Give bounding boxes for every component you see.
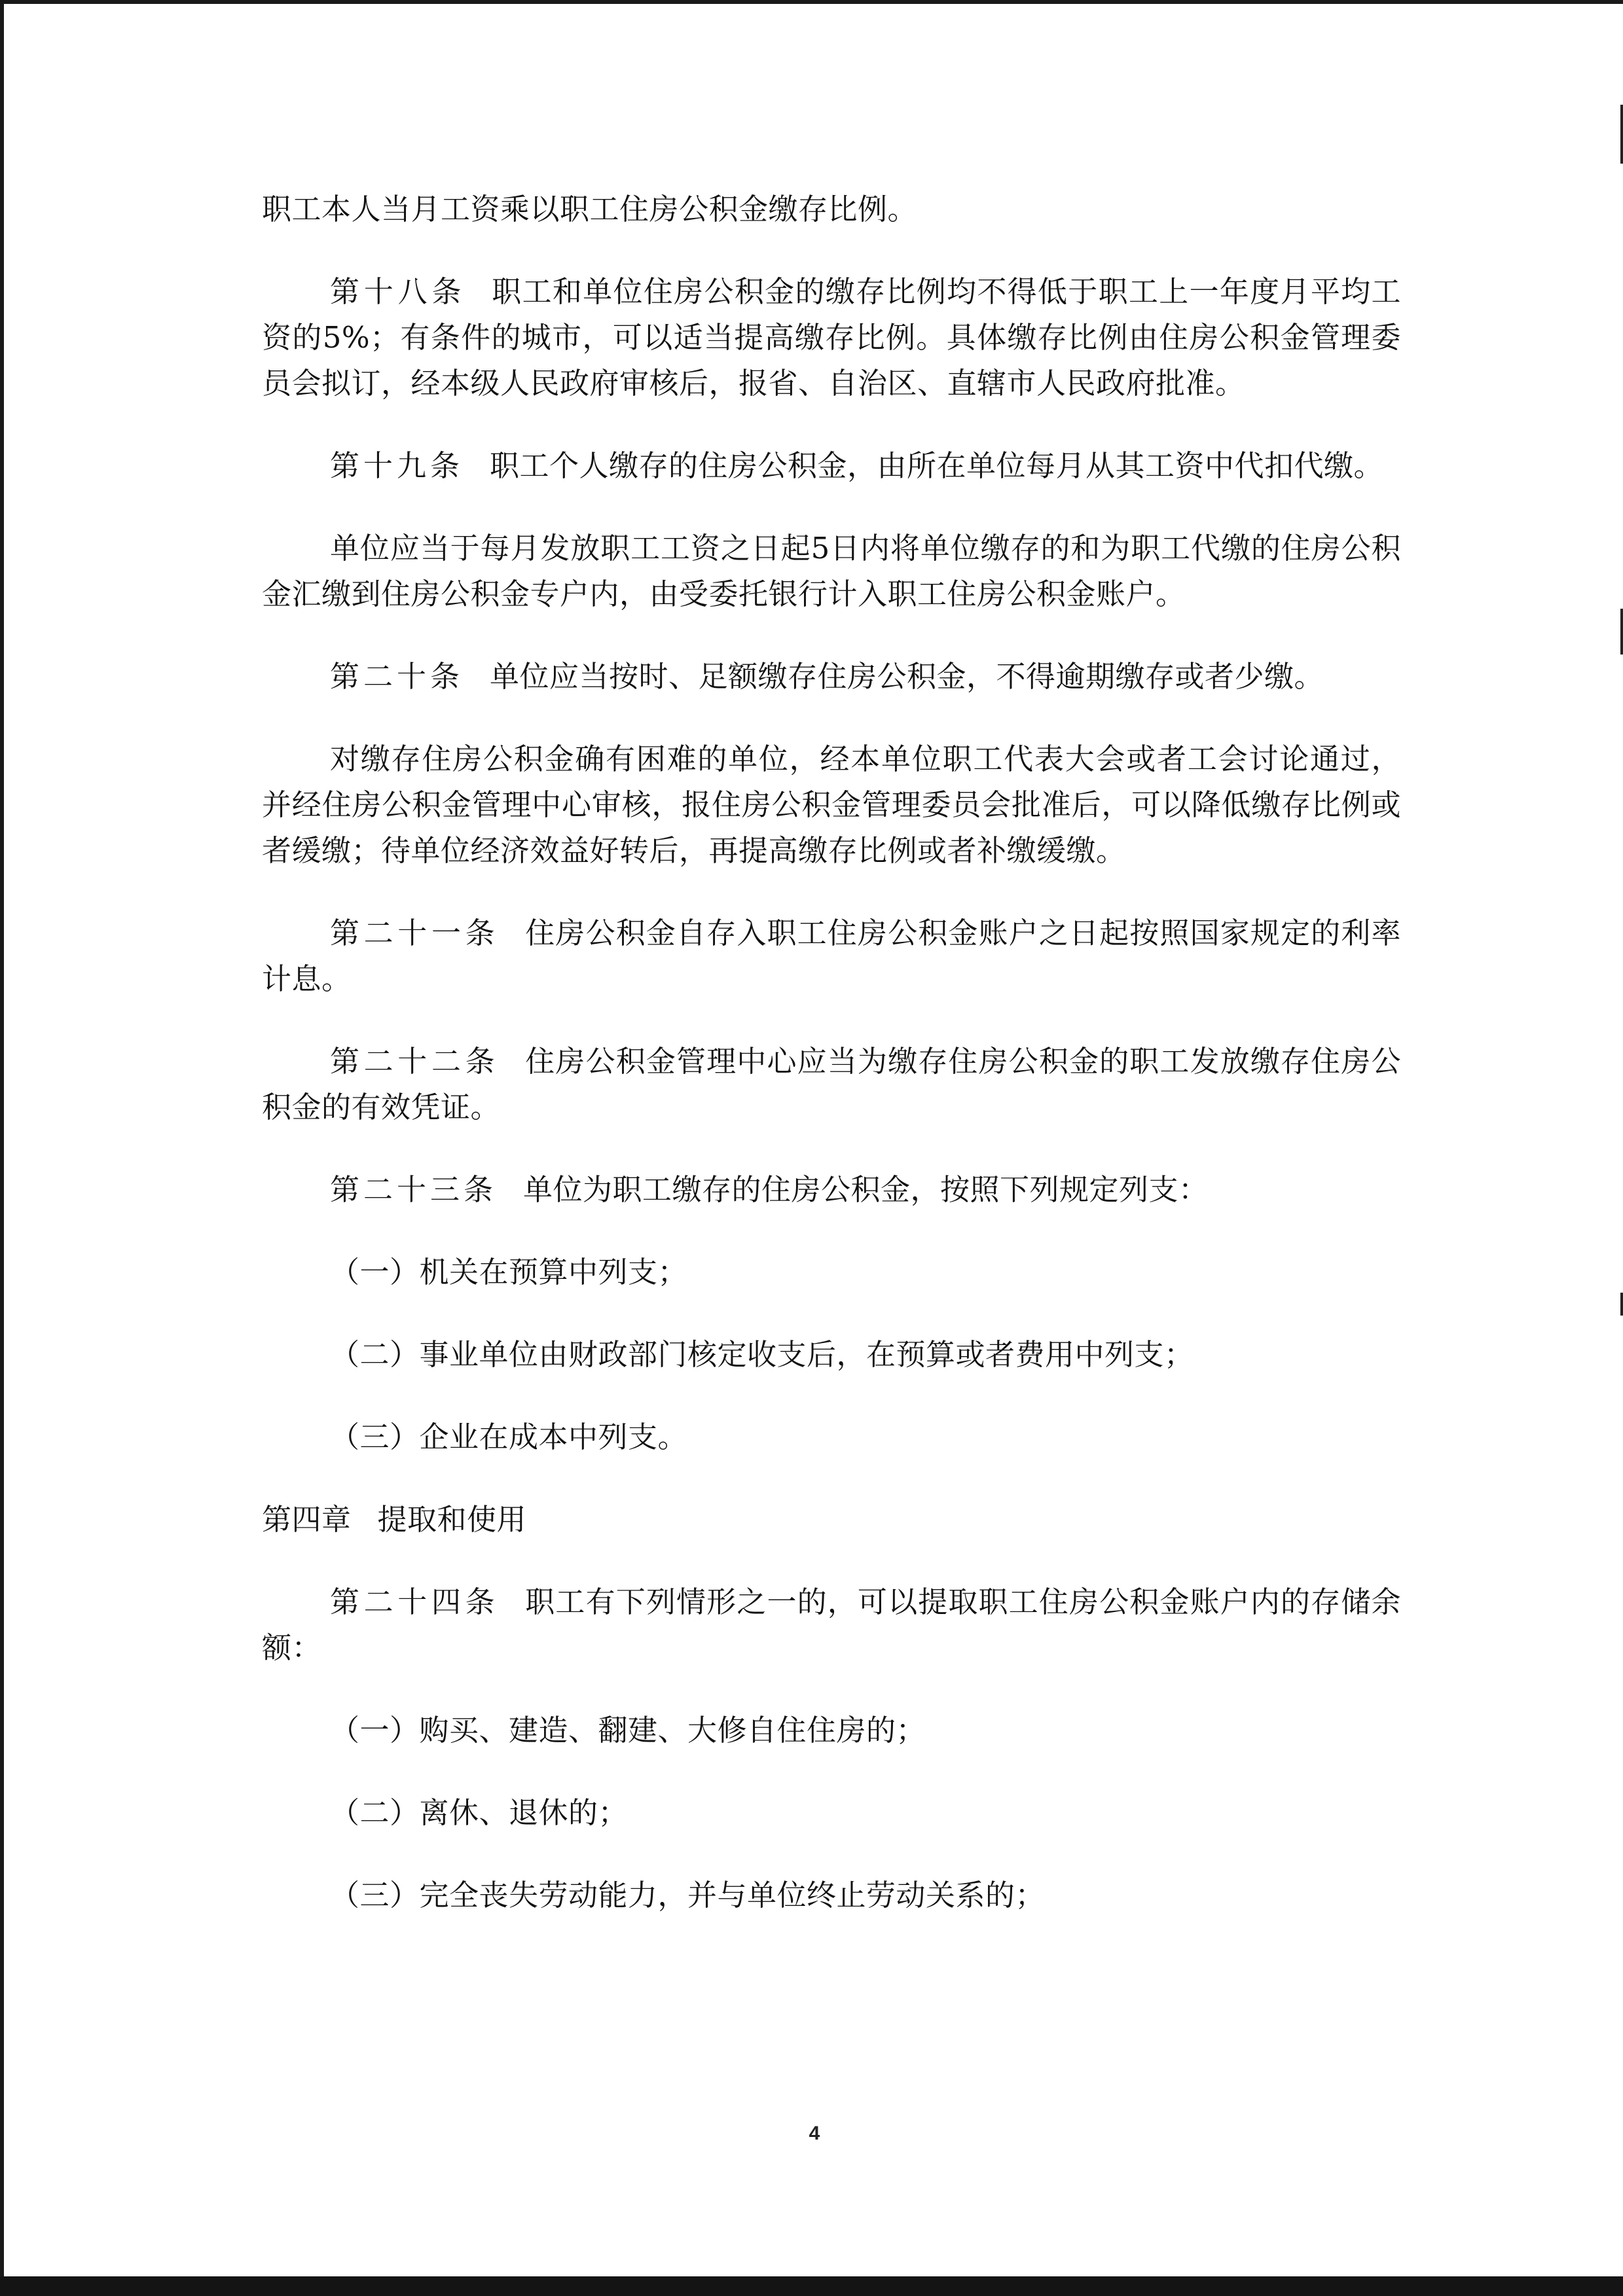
article-21 [262, 910, 1401, 1002]
page-number: 4 [809, 2123, 820, 2144]
scan-edge-left [0, 0, 4, 2296]
list-item: （一）购买、建造、翻建、大修自住住房的； [330, 1713, 926, 1748]
article-20-paragraph-2: 对缴存住房公积金确有困难的单位，经本单位职工代表大会或者工会讨论通过，并经住房公积金管理中心审核，报住房公积金管理委员会批准后，可以降低缴存比例或者缓缴；待单位经济效益好转后，再提高缴存比例或者补缴缓缴。 [262, 742, 1401, 868]
article-heading: 第十九条 [330, 448, 464, 483]
article-23 [262, 1167, 1401, 1213]
article-19 [262, 443, 1401, 489]
scan-edge-mark [1620, 609, 1623, 655]
article-text: 职工和单位住房公积金的缴存比例均不得低于职工上一年度月平均工资的5%；有条件的城市，可以适当提高缴存比例。具体缴存比例由住房公积金管理委员会拟订，经本级人民政府审核后，报省、自治区、直辖市人民政府批准。 [262, 274, 1401, 401]
article-heading: 第二十三条 [330, 1172, 498, 1207]
list-item: （二）事业单位由财政部门核定收支后，在预算或者费用中列支； [330, 1337, 1194, 1372]
article-text: 住房公积金管理中心应当为缴存住房公积金的职工发放缴存住房公积金的有效凭证。 [262, 1044, 1401, 1124]
article-heading: 第二十条 [330, 659, 464, 694]
scan-edge-mark [1620, 1293, 1623, 1316]
article-text: 单位为职工缴存的住房公积金，按照下列规定列支： [523, 1172, 1209, 1207]
article-text: 住房公积金自存入职工住房公积金账户之日起按照国家规定的利率计息。 [262, 916, 1401, 996]
chapter-number: 第四章 [262, 1502, 352, 1537]
article-22 [262, 1039, 1401, 1130]
article-heading: 第十八条 [330, 274, 466, 309]
article-text: 单位应当按时、足额缴存住房公积金，不得逾期缴存或者少缴。 [490, 659, 1324, 694]
document-page [262, 187, 1401, 1918]
article-heading: 第二十四条 [330, 1585, 500, 1619]
article-19-paragraph-2: 单位应当于每月发放职工工资之日起5日内将单位缴存的和为职工代缴的住房公积金汇缴到住房公积金专户内，由受委托银行计入职工住房公积金账户。 [262, 531, 1401, 611]
article-24 [262, 1579, 1401, 1671]
scan-edge-top [0, 0, 1623, 4]
list-item: （三）企业在成本中列支。 [330, 1420, 688, 1454]
scan-edge-bottom [0, 2276, 1623, 2296]
list-item: （三）完全丧失劳动能力，并与单位终止劳动关系的； [330, 1878, 1046, 1912]
list-item: （一）机关在预算中列支； [330, 1255, 688, 1289]
article-18 [262, 269, 1401, 406]
paragraph-continuation: 职工本人当月工资乘以职工住房公积金缴存比例。 [262, 192, 918, 226]
article-heading: 第二十二条 [330, 1044, 500, 1079]
chapter-heading [262, 1497, 1401, 1543]
article-heading: 第二十一条 [330, 916, 500, 950]
article-text: 职工个人缴存的住房公积金，由所在单位每月从其工资中代扣代缴。 [490, 448, 1384, 483]
list-item: （二）离休、退休的； [330, 1795, 629, 1830]
article-text: 职工有下列情形之一的，可以提取职工住房公积金账户内的存储余额： [262, 1585, 1401, 1665]
chapter-title: 提取和使用 [377, 1502, 527, 1537]
article-20 [262, 654, 1401, 700]
scan-edge-mark [1620, 105, 1623, 164]
